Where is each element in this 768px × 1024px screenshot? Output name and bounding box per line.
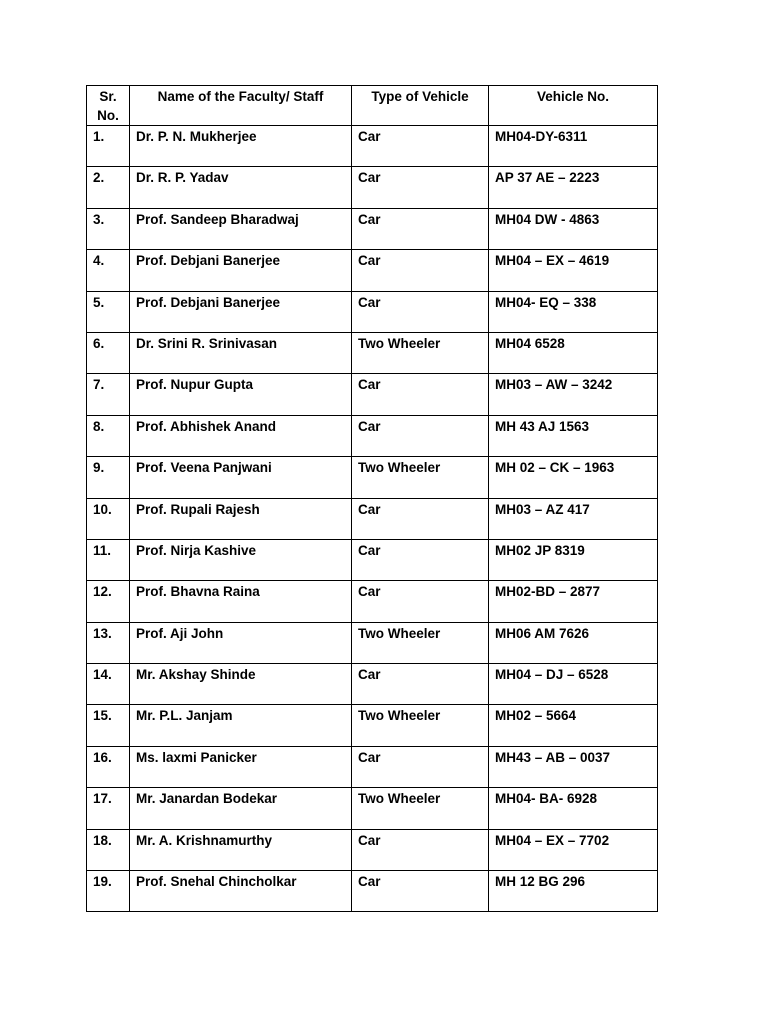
- header-vehicle-type: Type of Vehicle: [352, 86, 489, 126]
- cell-sr-no: 1.: [87, 126, 130, 167]
- table-row: [87, 829, 658, 870]
- cell-sr-no: 7.: [87, 374, 130, 415]
- cell-name: Prof. Debjani Banerjee: [130, 291, 352, 332]
- cell-vehicle-type: Car: [352, 664, 489, 705]
- vehicle-table: [86, 85, 658, 912]
- cell-vehicle-type: Two Wheeler: [352, 705, 489, 746]
- cell-name: Prof. Nupur Gupta: [130, 374, 352, 415]
- cell-name: Mr. Akshay Shinde: [130, 664, 352, 705]
- cell-name: Mr. A. Krishnamurthy: [130, 829, 352, 870]
- header-sr-no: Sr. No.: [87, 86, 130, 126]
- cell-sr-no: 12.: [87, 581, 130, 622]
- cell-vehicle-no: MH04 – DJ – 6528: [489, 664, 658, 705]
- cell-vehicle-type: Car: [352, 126, 489, 167]
- cell-vehicle-no: MH04 6528: [489, 332, 658, 373]
- cell-sr-no: 14.: [87, 664, 130, 705]
- cell-vehicle-type: Car: [352, 871, 489, 912]
- cell-sr-no: 4.: [87, 250, 130, 291]
- table-row: [87, 167, 658, 208]
- cell-vehicle-type: Car: [352, 581, 489, 622]
- cell-sr-no: 11.: [87, 539, 130, 580]
- cell-vehicle-no: MH03 – AW – 3242: [489, 374, 658, 415]
- cell-vehicle-no: MH04- BA- 6928: [489, 788, 658, 829]
- cell-name: Prof. Nirja Kashive: [130, 539, 352, 580]
- table-row: [87, 498, 658, 539]
- cell-name: Mr. P.L. Janjam: [130, 705, 352, 746]
- cell-sr-no: 18.: [87, 829, 130, 870]
- cell-sr-no: 2.: [87, 167, 130, 208]
- cell-sr-no: 19.: [87, 871, 130, 912]
- cell-sr-no: 5.: [87, 291, 130, 332]
- cell-vehicle-type: Car: [352, 498, 489, 539]
- table-row: [87, 705, 658, 746]
- cell-vehicle-no: MH 43 AJ 1563: [489, 415, 658, 456]
- cell-vehicle-no: MH 02 – CK – 1963: [489, 457, 658, 498]
- cell-vehicle-type: Car: [352, 250, 489, 291]
- table-row: [87, 457, 658, 498]
- cell-vehicle-type: Car: [352, 746, 489, 787]
- cell-sr-no: 6.: [87, 332, 130, 373]
- cell-vehicle-type: Two Wheeler: [352, 622, 489, 663]
- cell-vehicle-type: Car: [352, 208, 489, 249]
- cell-name: Prof. Abhishek Anand: [130, 415, 352, 456]
- cell-vehicle-type: Car: [352, 291, 489, 332]
- cell-sr-no: 16.: [87, 746, 130, 787]
- table-header-row: [87, 86, 658, 126]
- cell-vehicle-no: MH02-BD – 2877: [489, 581, 658, 622]
- cell-sr-no: 17.: [87, 788, 130, 829]
- cell-vehicle-type: Car: [352, 539, 489, 580]
- cell-vehicle-no: MH 12 BG 296: [489, 871, 658, 912]
- cell-name: Dr. P. N. Mukherjee: [130, 126, 352, 167]
- cell-name: Prof. Debjani Banerjee: [130, 250, 352, 291]
- table-row: [87, 208, 658, 249]
- cell-name: Dr. R. P. Yadav: [130, 167, 352, 208]
- cell-vehicle-type: Two Wheeler: [352, 788, 489, 829]
- cell-vehicle-type: Two Wheeler: [352, 457, 489, 498]
- cell-name: Prof. Aji John: [130, 622, 352, 663]
- cell-vehicle-type: Car: [352, 374, 489, 415]
- table-row: [87, 622, 658, 663]
- cell-vehicle-no: MH06 AM 7626: [489, 622, 658, 663]
- cell-vehicle-no: MH03 – AZ 417: [489, 498, 658, 539]
- cell-vehicle-no: MH04 DW - 4863: [489, 208, 658, 249]
- cell-sr-no: 15.: [87, 705, 130, 746]
- cell-vehicle-no: MH02 – 5664: [489, 705, 658, 746]
- table-row: [87, 581, 658, 622]
- cell-vehicle-no: MH04-DY-6311: [489, 126, 658, 167]
- table-row: [87, 539, 658, 580]
- cell-vehicle-no: MH43 – AB – 0037: [489, 746, 658, 787]
- table-row: [87, 415, 658, 456]
- cell-name: Prof. Rupali Rajesh: [130, 498, 352, 539]
- cell-sr-no: 10.: [87, 498, 130, 539]
- table-row: [87, 291, 658, 332]
- table-row: [87, 126, 658, 167]
- cell-vehicle-no: MH04 – EX – 7702: [489, 829, 658, 870]
- cell-vehicle-type: Car: [352, 415, 489, 456]
- cell-sr-no: 8.: [87, 415, 130, 456]
- cell-name: Mr. Janardan Bodekar: [130, 788, 352, 829]
- cell-sr-no: 13.: [87, 622, 130, 663]
- cell-vehicle-type: Car: [352, 167, 489, 208]
- table-row: [87, 664, 658, 705]
- cell-vehicle-no: AP 37 AE – 2223: [489, 167, 658, 208]
- cell-sr-no: 3.: [87, 208, 130, 249]
- cell-name: Ms. laxmi Panicker: [130, 746, 352, 787]
- table-row: [87, 332, 658, 373]
- cell-name: Dr. Srini R. Srinivasan: [130, 332, 352, 373]
- table-row: [87, 374, 658, 415]
- header-vehicle-no: Vehicle No.: [489, 86, 658, 126]
- table-row: [87, 250, 658, 291]
- table-row: [87, 788, 658, 829]
- cell-sr-no: 9.: [87, 457, 130, 498]
- cell-name: Prof. Snehal Chincholkar: [130, 871, 352, 912]
- cell-vehicle-no: MH02 JP 8319: [489, 539, 658, 580]
- cell-vehicle-type: Car: [352, 829, 489, 870]
- cell-vehicle-no: MH04 – EX – 4619: [489, 250, 658, 291]
- table-row: [87, 871, 658, 912]
- header-name: Name of the Faculty/ Staff: [130, 86, 352, 126]
- cell-vehicle-type: Two Wheeler: [352, 332, 489, 373]
- cell-name: Prof. Bhavna Raina: [130, 581, 352, 622]
- cell-name: Prof. Sandeep Bharadwaj: [130, 208, 352, 249]
- cell-name: Prof. Veena Panjwani: [130, 457, 352, 498]
- table-row: [87, 746, 658, 787]
- cell-vehicle-no: MH04- EQ – 338: [489, 291, 658, 332]
